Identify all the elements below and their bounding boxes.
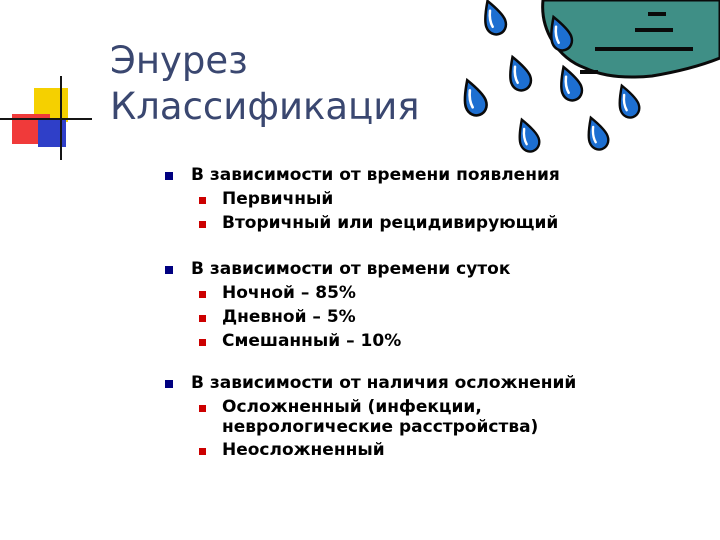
sub-item-primary: Первичный xyxy=(222,189,334,209)
sub-item-complicated: Осложненный (инфекции, xyxy=(222,397,482,417)
sub-item-complicated-continuation: неврологические расстройства) xyxy=(222,417,539,437)
sub-item-night: Ночной – 85% xyxy=(222,283,356,303)
sub-bullet-marker xyxy=(199,405,206,412)
sub-item-mixed: Смешанный – 10% xyxy=(222,331,402,351)
sub-bullet-marker xyxy=(199,339,206,346)
sub-bullet-marker xyxy=(199,221,206,228)
raindrop-icon xyxy=(582,114,611,152)
title-line-2: Классификация xyxy=(110,85,420,128)
bullet-item-complications: В зависимости от наличия осложнений xyxy=(191,373,577,393)
sub-bullet-marker xyxy=(199,315,206,322)
raindrop-icon xyxy=(457,77,489,119)
sub-item-day: Дневной – 5% xyxy=(222,307,356,327)
sub-bullet-marker xyxy=(199,197,206,204)
raindrop-icon xyxy=(478,0,509,37)
bullet-marker xyxy=(165,380,173,388)
slide-title xyxy=(110,38,420,130)
sub-bullet-marker xyxy=(199,448,206,455)
sub-item-uncomplicated: Неосложненный xyxy=(222,440,385,460)
bullet-item-appearance-time: В зависимости от времени появления xyxy=(191,165,560,185)
raindrop-icon xyxy=(554,64,585,104)
raindrop-icon xyxy=(503,54,534,94)
sub-bullet-marker xyxy=(199,291,206,298)
bullet-marker xyxy=(165,172,173,180)
raindrop-icon xyxy=(513,116,542,154)
raindrop-icon xyxy=(613,82,642,120)
sub-item-secondary: Вторичный или рецидивирующий xyxy=(222,213,559,233)
title-line-1: Энурез xyxy=(110,39,248,82)
bullet-marker xyxy=(165,266,173,274)
bullet-item-time-of-day: В зависимости от времени суток xyxy=(191,259,511,279)
